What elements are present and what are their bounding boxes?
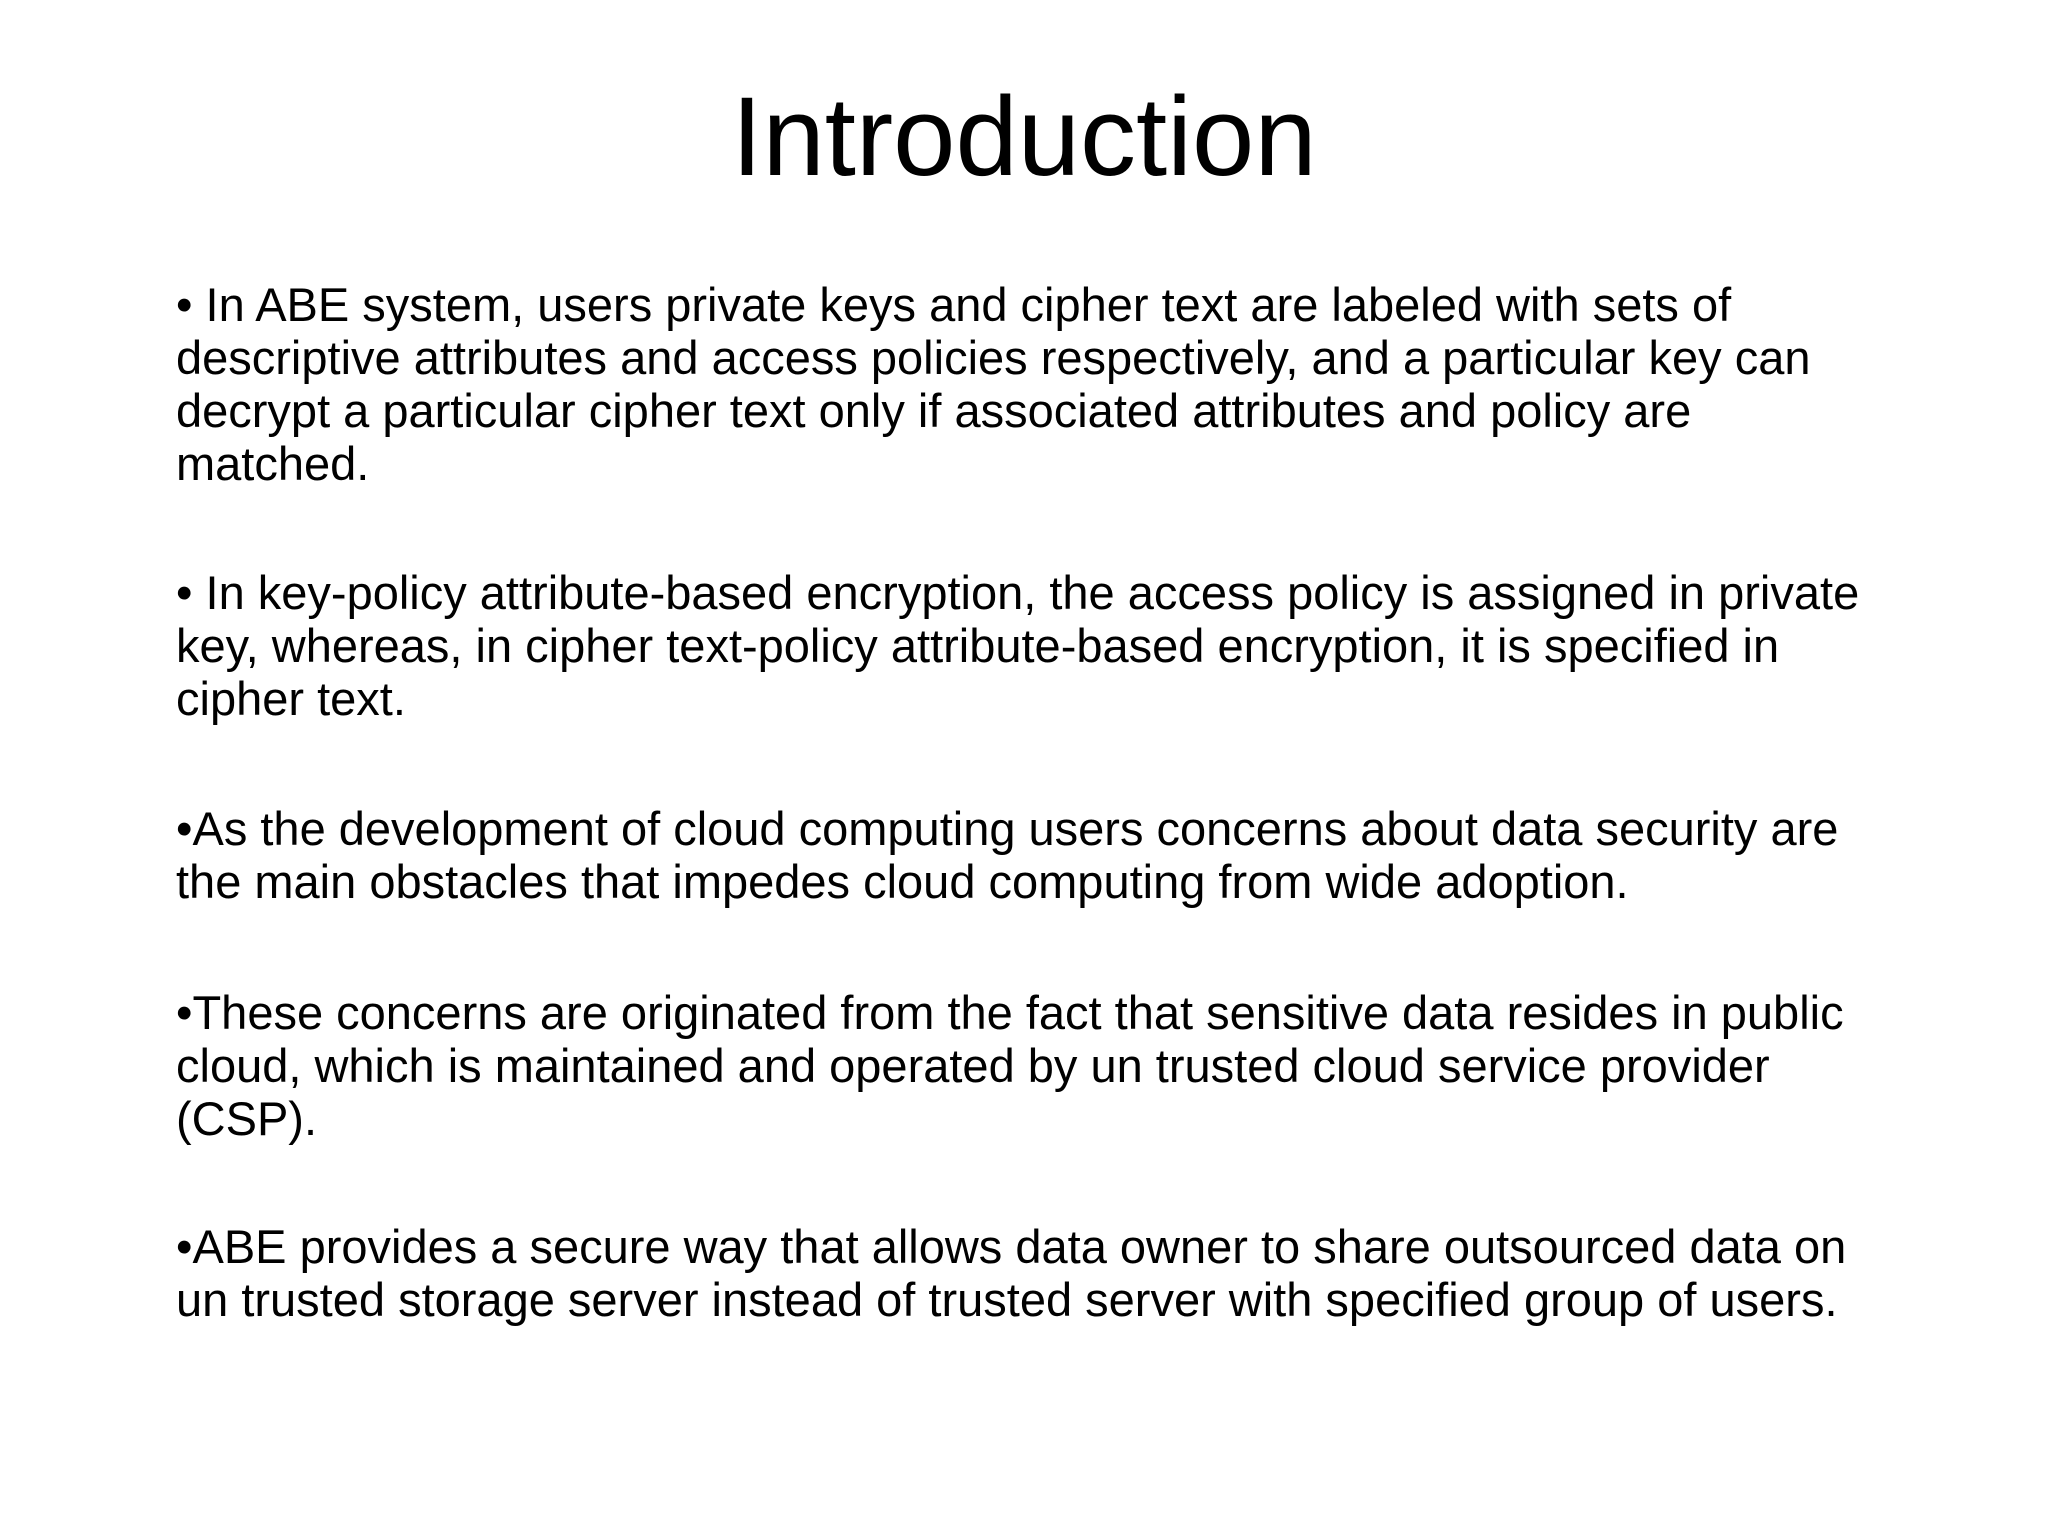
bullet-marker: • (176, 1220, 193, 1273)
bullet-marker: • (176, 986, 193, 1039)
bullet-text: ABE provides a secure way that allows data owner to share outsourced data on un trusted storage server instead of trusted server with specified group of users. (176, 1220, 1847, 1326)
bullet-point-3 (176, 802, 1896, 908)
bullet-point-5 (176, 1220, 1896, 1326)
bullet-point-2 (176, 566, 1896, 725)
bullet-marker: • (176, 802, 193, 855)
bullet-text: In key-policy attribute-based encryption, the access policy is assigned in private key, whereas, in cipher text-policy attribute-based encryption, it is specified in cipher text. (176, 566, 1860, 725)
bullet-text: These concerns are originated from the fact that sensitive data resides in public cloud, which is maintained and operated by un trusted cloud service provider (CSP). (176, 986, 1844, 1145)
bullet-marker: • (176, 278, 193, 331)
bullet-point-4 (176, 986, 1896, 1145)
bullet-text: As the development of cloud computing users concerns about data security are the main obstacles that impedes cloud computing from wide adoption. (176, 802, 1839, 908)
slide-title: Introduction (731, 74, 1317, 199)
bullet-point-1 (176, 278, 1896, 490)
bullet-marker: • (176, 566, 193, 619)
bullet-text: In ABE system, users private keys and cipher text are labeled with sets of descriptive attributes and access policies respectively, and a particular key can decrypt a particular cipher text only if associated attributes and policy are matched. (176, 278, 1811, 490)
